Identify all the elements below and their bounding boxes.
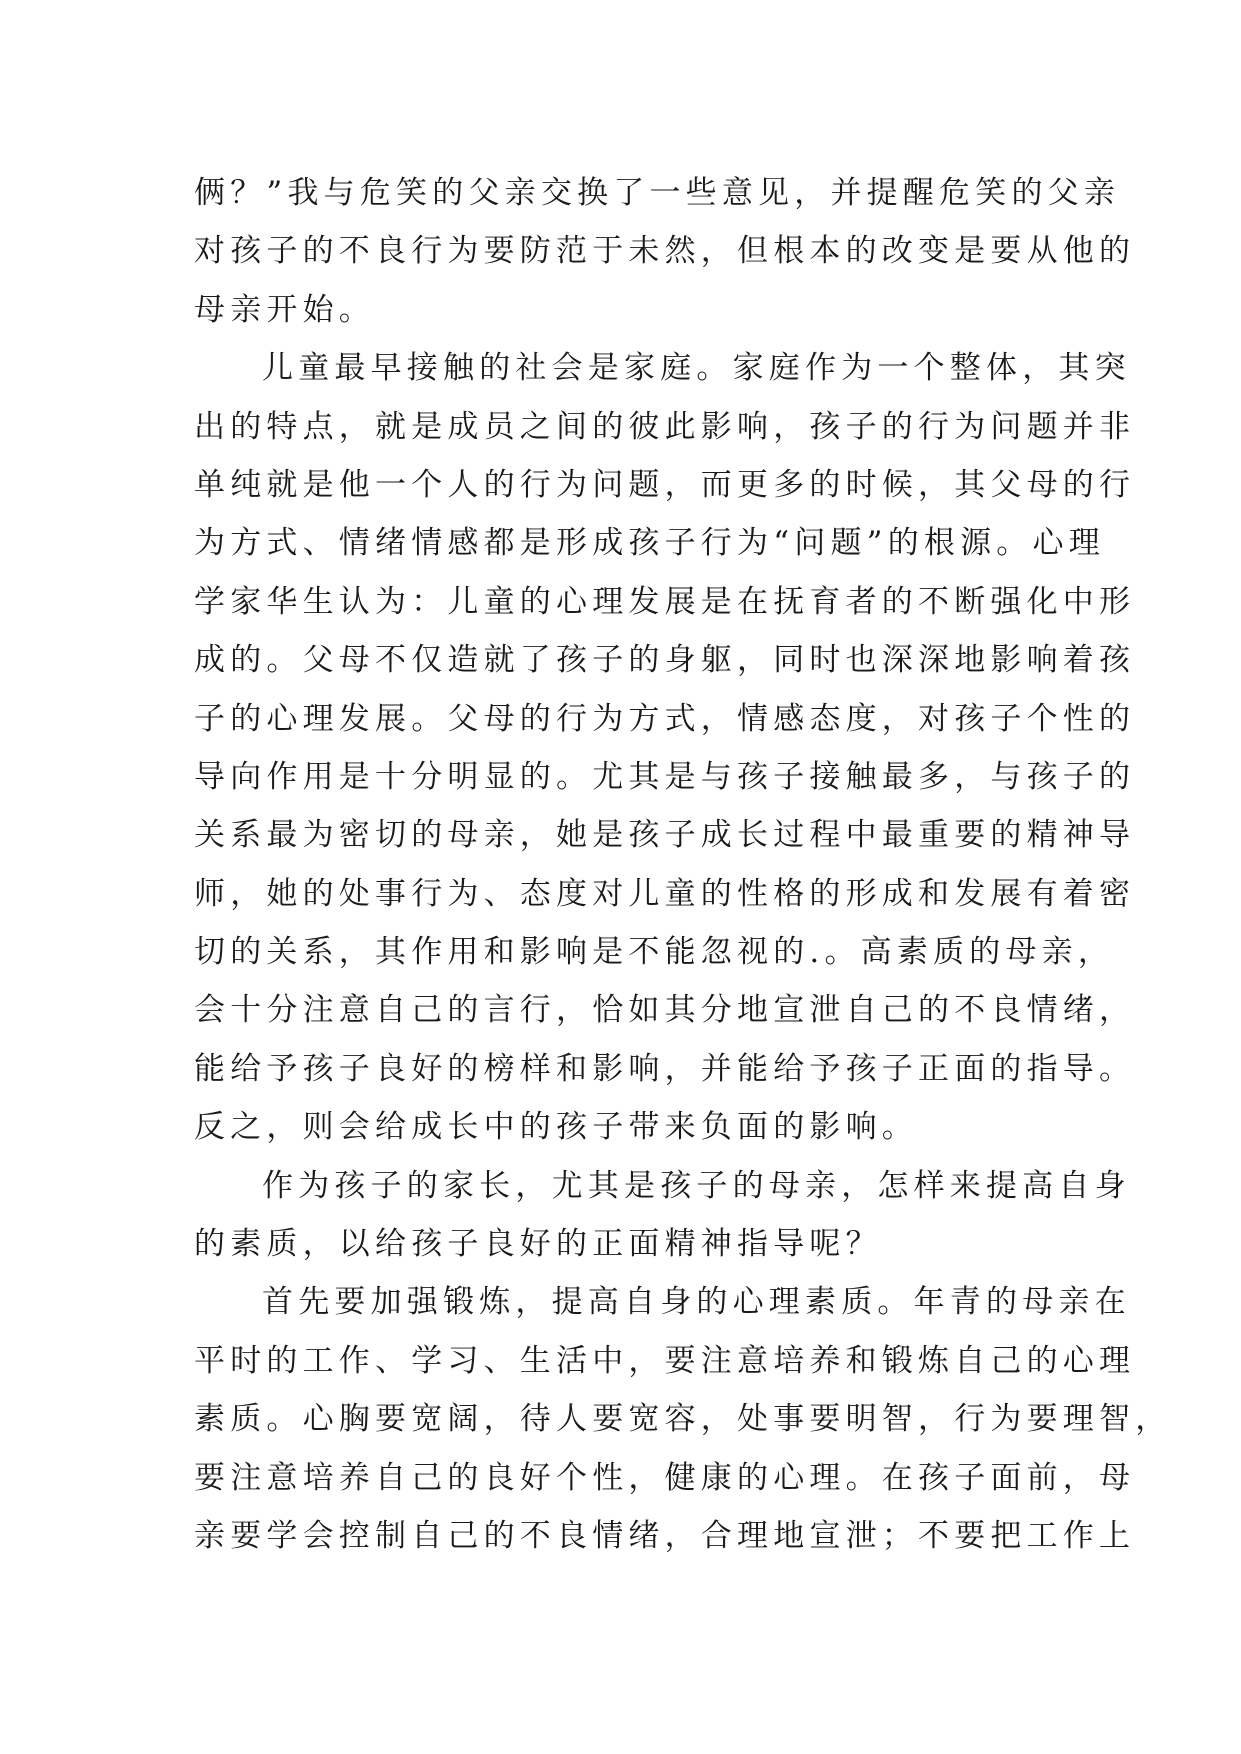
text-line: 俩？”我与危笑的父亲交换了一些意见，并提醒危笑的父亲 [194, 175, 1121, 211]
text-line: 成的。父母不仅造就了孩子的身躯，同时也深深地影响着孩 [194, 642, 1136, 679]
text-line: 学家华生认为：儿童的心理发展是在抚育者的不断强化中形 [194, 583, 1136, 620]
text-line: 的素质，以给孩子良好的正面精神指导呢？ [194, 1226, 882, 1263]
text-line: 儿童最早接触的社会是家庭。家庭作为一个整体，其突 [262, 350, 1131, 387]
body-text [194, 164, 1172, 1565]
text-line: 作为孩子的家长，尤其是孩子的母亲，怎样来提高自身 [262, 1167, 1131, 1204]
text-line: 素质。心胸要宽阔，待人要宽容，处事要明智，行为要理智， [194, 1401, 1172, 1438]
text-line: 出的特点，就是成员之间的彼此影响，孩子的行为问题并非 [194, 408, 1136, 445]
text-line: 母亲开始。 [194, 291, 375, 328]
text-line: 单纯就是他一个人的行为问题，而更多的时候，其父母的行 [194, 466, 1136, 503]
text-line: 子的心理发展。父母的行为方式，情感态度，对孩子个性的 [194, 700, 1136, 737]
text-line: 反之，则会给成长中的孩子带来负面的影响。 [194, 1109, 918, 1146]
text-line: 导向作用是十分明显的。尤其是与孩子接触最多，与孩子的 [194, 758, 1136, 795]
text-line: 关系最为密切的母亲，她是孩子成长过程中最重要的精神导 [194, 817, 1136, 854]
text-line: 会十分注意自己的言行，恰如其分地宣泄自己的不良情绪， [194, 992, 1136, 1029]
text-line: 亲要学会控制自己的不良情绪，合理地宣泄；不要把工作上 [194, 1517, 1136, 1554]
text-line: 首先要加强锻炼，提高自身的心理素质。年青的母亲在 [262, 1284, 1131, 1321]
text-line: 切的关系，其作用和影响是不能忽视的.。高素质的母亲， [194, 934, 1115, 971]
text-line: 平时的工作、学习、生活中，要注意培养和锻炼自己的心理 [194, 1342, 1136, 1379]
text-line: 对孩子的不良行为要防范于未然，但根本的改变是要从他的 [194, 233, 1136, 270]
text-line: 要注意培养自己的良好个性，健康的心理。在孩子面前，母 [194, 1459, 1136, 1496]
text-line: 师，她的处事行为、态度对儿童的性格的形成和发展有着密 [194, 875, 1136, 912]
text-line: 能给予孩子良好的榜样和影响，并能给予孩子正面的指导。 [194, 1050, 1136, 1087]
text-line: 为方式、情绪情感都是形成孩子行为“问题”的根源。心理 [194, 525, 1105, 562]
